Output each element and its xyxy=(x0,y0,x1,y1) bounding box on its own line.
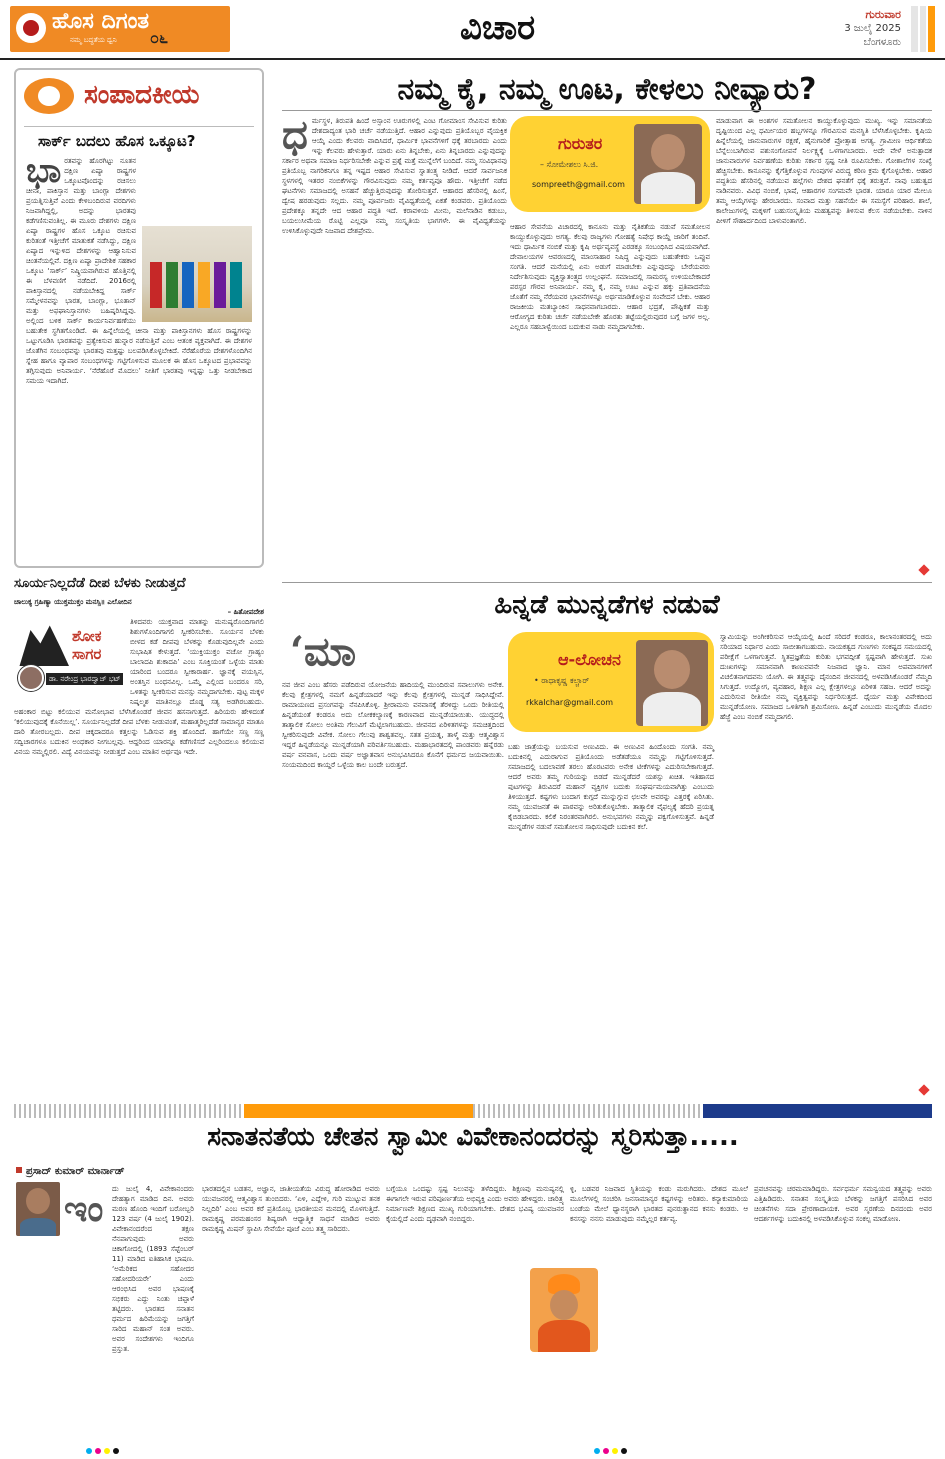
divider xyxy=(282,110,932,111)
second-text-2: ಬಹು ಜಾತ್ರೆಯನ್ನು ಬಯಸುವ ಅಣುವಿದು. ಈ ಅಣುವಿನ ಹಿಂದೊಂದು ಸಂಗತಿ. ನಮ್ಮ ಬದುಕಿನಲ್ಲಿ ಎದುರಾಗುವ ಪ್ರತಿಯೊಂದು ಅಡೆತಡೆಯೂ ನಮ್ಮನ್ನು ಗಟ್ಟಿಗೊಳಿಸುತ್ತದೆ. ಸಮಾಜದಲ್ಲಿ ಬದಲಾವಣೆ ತರಲು ಹೊರಟವರು ಅನೇಕ ಟೀಕೆಗಳನ್ನು ಎದುರಿಸಬೇಕಾಗುತ್ತದೆ. ಆದರೆ ಅವರು ತಮ್ಮ ಗುರಿಯನ್ನು ಬಿಡದೆ ಮುನ್ನಡೆದರೆ ಯಶಸ್ಸು ಖಚಿತ. ಇತಿಹಾಸದ ಪುಟಗಳನ್ನು ತಿರುವಿದರೆ ಮಹಾನ್ ವ್ಯಕ್ತಿಗಳ ಬದುಕು ಸಂಘರ್ಷಮಯವಾಗಿತ್ತು ಎಂಬುದು ತಿಳಿಯುತ್ತದೆ. ಕಷ್ಟಗಳು ಬಂದಾಗ ಕುಗ್ಗದೆ ಮುನ್ನುಗ್ಗುವ ಛಲವೇ ಅವರನ್ನು ಎತ್ತರಕ್ಕೆ ಏರಿಸಿತು. ನಮ್ಮ ಯುವಜನತೆ ಈ ಪಾಠವನ್ನು ಅರಿತುಕೊಳ್ಳಬೇಕು. ತಾತ್ಕಾಲಿಕ ವೈಫಲ್ಯಕ್ಕೆ ಹೆದರಿ ಪ್ರಯತ್ನ ಕೈಬಿಡಬಾರದು. ಕಲಿಕೆ ನಿರಂತರವಾಗಿರಲಿ. ಅನುಭವಗಳು ನಮ್ಮನ್ನು ಪಕ್ವಗೊಳಿಸುತ್ತವೆ. ಹಿನ್ನಡೆ ಮುನ್ನಡೆಗಳ ನಡುವೆ ಸಮತೋಲನ ಸಾಧಿಸುವುದೇ ಬದುಕಿನ ಕಲೆ. xyxy=(508,743,714,831)
author-name: – ಸೋಮೇಶಲು ಸಿ.ಜಿ. xyxy=(540,160,599,169)
bottom-byline: ಪ್ರಸಾದ್ ಕುಮಾರ್ ಮಾರ್ನಾಡ್ xyxy=(16,1166,125,1177)
page-number: ೦೬ xyxy=(150,28,168,47)
issue-date: 3 ಜುಲೈ 2025 xyxy=(844,23,901,34)
editorial-box xyxy=(14,68,264,568)
editorial-headline[interactable]: ಸಾರ್ಕ್ ಬದಲು ಹೊಸ ಒಕ್ಕೂಟ? xyxy=(38,132,196,150)
bottom-headline[interactable]: ಸನಾತನತೆಯ ಚೇತನ ಸ್ವಾಮೀ ವಿವೇಕಾನಂದರನ್ನು ಸ್ಮರಿಸುತ್ತಾ..... xyxy=(207,1122,739,1152)
bottom-text-3: ಬಗ್ಗೆಯೂ ಒಂದಷ್ಟು ಸ್ಪಷ್ಟ ನಿಲುವನ್ನು ತಳೆದಿದ್ದರು. ಶಿಕ್ಷಣವು ಮನುಷ್ಯನಲ್ಲಿ ಈಗಾಗಲೇ ಇರುವ ಪರಿಪೂರ್ಣತೆಯ ಅಭಿವ್ಯಕ್ತಿ ಎಂದು ಅವರು ಹೇಳಿದ್ದರು. ಚಾರಿತ್ರ್ಯ ನಿರ್ಮಾಣವೇ ಶಿಕ್ಷಣದ ಮುಖ್ಯ ಗುರಿಯಾಗಬೇಕು. ದೇಶದ ಭವಿಷ್ಯ ಯುವಜನರ ಕೈಯಲ್ಲಿದೆ ಎಂದು ದೃಢವಾಗಿ ನಂಬಿದ್ದರು. xyxy=(386,1185,564,1223)
divider xyxy=(24,126,254,127)
byline-portrait xyxy=(16,1182,60,1236)
edition-city: ಬೆಂಗಳೂರು xyxy=(863,37,901,48)
column-author: ಡಾ. ನರೇಂದ್ರ ಭಾರದ್ವಾಜ್ ಭಟ್ xyxy=(46,673,123,685)
lead-dropcap: ಧ xyxy=(282,111,308,158)
brand-name: ಹೊಸ ದಿಗಂತ xyxy=(52,9,150,34)
bottom-column-5 xyxy=(754,1184,932,1440)
author-email[interactable]: rkkalchar@gmail.com xyxy=(526,698,614,707)
divider xyxy=(282,582,932,583)
robe-shape xyxy=(538,1320,590,1352)
author-portrait xyxy=(636,640,708,726)
lead-text-3: ಮಾಡುವಾಗ ಈ ಅಂಶಗಳ ಸಮತೋಲನ ಕಾಯ್ದುಕೊಳ್ಳುವುದು ಮುಖ್ಯ. ಇನ್ನು ಸಮಾನತೆಯ ದೃಷ್ಟಿಯಿಂದ ಎಲ್ಲ ಧರ್ಮೀಯರ ಹಬ್ಬಗಳನ್ನೂ ಗೌರವಿಸುವ ಮನಸ್ಥಿತಿ ಬೆಳೆಸಿಕೊಳ್ಳಬೇಕು. ಕೃಷಿಯ ಹಿನ್ನೆಲೆಯಲ್ಲಿ ಜಾನುವಾರುಗಳ ರಕ್ಷಣೆ, ಹೈನುಗಾರಿಕೆ ಪ್ರೋತ್ಸಾಹ ಅಗತ್ಯ. ಗ್ರಾಮೀಣ ಆರ್ಥಿಕತೆಯ ಬೆನ್ನೆಲುಬಾಗಿರುವ ಪಶುಸಂಗೋಪನೆ ನಿರ್ಲಕ್ಷ್ಯಕ್ಕೆ ಒಳಗಾಗಬಾರದು. ಅದೇ ವೇಳೆ ಅನುತ್ಪಾದಕ ಜಾನುವಾರುಗಳ ನಿರ್ವಹಣೆಯ ಕುರಿತು ಸರ್ಕಾರ ಸ್ಪಷ್ಟ ನೀತಿ ರೂಪಿಸಬೇಕು. ಗೋಶಾಲೆಗಳ ಸಂಖ್ಯೆ ಹೆಚ್ಚಿಸಬೇಕು. ಕಾನೂನನ್ನು ಕೈಗೆತ್ತಿಕೊಳ್ಳುವ ಗುಂಪುಗಳ ವಿರುದ್ಧ ಕಠಿಣ ಕ್ರಮ ಕೈಗೊಳ್ಳಬೇಕು. ಆಹಾರ ಪದ್ಧತಿಯ ಹೆಸರಿನಲ್ಲಿ ನಡೆಯುವ ಹಲ್ಲೆಗಳು ದೇಶದ ಘನತೆಗೆ ಧಕ್ಕೆ ತರುತ್ತವೆ. ನಾವು ಬಹುತ್ವದ ನಾಡಿನವರು. ವಿವಿಧ ನಂಬಿಕೆ, ಭಾಷೆ, ಆಹಾರಗಳ ಸಂಗಮವೇ ಭಾರತ. ಯಾರೂ ಯಾರ ಮೇಲೂ ತಮ್ಮ ಆಯ್ಕೆಗಳನ್ನು ಹೇರಬಾರದು. ಸಂವಾದ ಮತ್ತು ಸಹನೆಯೇ ಈ ಸಮಸ್ಯೆಗೆ ಪರಿಹಾರ. ಶಾಲೆ, ಕಾಲೇಜುಗಳಲ್ಲಿ ಮಕ್ಕಳಿಗೆ ಬಹುಸಂಸ್ಕೃತಿಯ ಮಹತ್ವವನ್ನು ತಿಳಿಸುವ ಕೆಲಸ ನಡೆಯಬೇಕು. ನಾಳಿನ ಪೀಳಿಗೆ ಸೌಹಾರ್ದದಿಂದ ಬಾಳುವಂತಾಗಲಿ. xyxy=(716,117,932,225)
editorial-text: ರತವನ್ನು ಹೊರಗಿಟ್ಟು ನೂತನ ದಕ್ಷಿಣ ಏಷ್ಯಾ ರಾಷ್ಟ್ರಗಳ ಒಕ್ಕೂಟವೊಂದನ್ನು ರಚಿಸಲು ಚೀನಾ, ಪಾಕಿಸ್ತಾನ ಮತ್ತು ಬಾಂಗ್ಲಾ ದೇಶಗಳು ಪ್ರಯತ್ನಿಸುತ್ತಿವೆ ಎಂದು ಕೇಳಿಬಂದಿರುವ ವರದಿಗಳು ನಿಜವಾಗಿದ್ದಲ್ಲಿ, ಅದನ್ನು ಭಾರತವು ಕಡೆಗಣಿಸುವಂತಿಲ್ಲ. ಈ ಮೂರು ದೇಶಗಳು ದಕ್ಷಿಣ ಏಷ್ಯಾ ರಾಷ್ಟ್ರಗಳ ಹೊಸ ಒಕ್ಕೂಟ ರಚಿಸುವ ಕುರಿತಂತೆ ಇತ್ತೀಚೆಗೆ ಮಾತುಕತೆ ನಡೆಸಿದ್ದು, ದಕ್ಷಿಣ ಏಷ್ಯಾದ ಇನ್ನುಳಿದ ದೇಶಗಳನ್ನು ಆಹ್ವಾನಿಸುವ ಚಿಂತನೆಯಲ್ಲಿವೆ. ದಕ್ಷಿಣ ಏಷ್ಯಾ ಪ್ರಾದೇಶಿಕ ಸಹಕಾರ ಒಕ್ಕೂಟ ‘ಸಾರ್ಕ್’ ನಿಷ್ಕ್ರಿಯವಾಗಿರುವ ಹೊತ್ತಿನಲ್ಲಿ ಈ ಬೆಳವಣಿಗೆ ನಡೆದಿದೆ. 2016ರಲ್ಲಿ ಪಾಕಿಸ್ತಾನದಲ್ಲಿ ನಡೆಯಬೇಕಿದ್ದ ಸಾರ್ಕ್ ಸಮ್ಮೇಳನವನ್ನು ಭಾರತ, ಬಾಂಗ್ಲಾ, ಭೂತಾನ್ ಮತ್ತು ಅಫಘಾನಿಸ್ತಾನಗಳು ಬಹಿಷ್ಕರಿಸಿದ್ದವು. ಅಲ್ಲಿಂದ ಬಳಿಕ ಸಾರ್ಕ್ ಕಾರ್ಯನಿರ್ವಹಣೆಯು ಬಹುತೇಕ ಸ್ಥಗಿತಗೊಂಡಿದೆ. ಈ ಹಿನ್ನೆಲೆಯಲ್ಲಿ ಚೀನಾ ಮತ್ತು ಪಾಕಿಸ್ತಾನಗಳು ಹೊಸ ರಾಷ್ಟ್ರಗಳನ್ನು ಒಟ್ಟುಗೂಡಿಸಿ ಭಾರತವನ್ನು ಪ್ರತ್ಯೇಕಿಸುವ ಹುನ್ನಾರ ನಡೆಸುತ್ತಿವೆ ಎಂಬ ಆತಂಕ ವ್ಯಕ್ತವಾಗಿದೆ. ಈ ದೇಶಗಳ ಜೊತೆಗಿನ ಸಂಬಂಧವನ್ನು ಭಾರತವು ಮತ್ತಷ್ಟು ಬಲಪಡಿಸಿಕೊಳ್ಳಬೇಕಿದೆ. ನೆರೆಹೊರೆಯ ದೇಶಗಳೊಂದಿಗಿನ ಸ್ನೇಹ ಹಾಗೂ ವ್ಯಾಪಾರ ಸಂಬಂಧಗಳನ್ನು ಗಟ್ಟಿಗೊಳಿಸುವ ಮೂಲಕ ಈ ಹೊಸ ಒಕ್ಕೂಟದ ಪ್ರಭಾವವನ್ನು ತಗ್ಗಿಸುವುದು ಅನಿವಾರ್ಯ. ‘ನೆರೆಹೊರೆ ಮೊದಲು’ ನೀತಿಗೆ ಭಾರತವು ಇನ್ನಷ್ಟು ಒತ್ತು ನೀಡಬೇಕಾದ ಸಮಯ ಇದಾಗಿದೆ. xyxy=(26,157,252,385)
brand-logo[interactable] xyxy=(10,6,230,52)
masthead-stripe xyxy=(911,6,935,52)
sidebar-body xyxy=(14,597,264,1097)
bottom-column-1-head xyxy=(112,1184,194,1353)
editorial-dropcap: ಭಾ xyxy=(26,151,62,191)
weekday: ಗುರುವಾರ xyxy=(865,8,901,21)
bottom-column-2 xyxy=(202,1184,380,1440)
second-column-1 xyxy=(282,680,504,1098)
bottom-column-4 xyxy=(570,1184,748,1264)
author-avatar xyxy=(18,665,44,691)
bottom-text-2: ಭಾರತದಲ್ಲಿನ ಬಡತನ, ಅಜ್ಞಾನ, ಜಾತೀಯತೆಯ ವಿರುದ್ಧ ಹೋರಾಡಿದ ಅವರು ಯುವಜನರಲ್ಲಿ ಆತ್ಮವಿಶ್ವಾಸ ತುಂಬಿದರು. ‘ಏಳಿ, ಎದ್ದೇಳಿ, ಗುರಿ ಮುಟ್ಟುವ ತನಕ ನಿಲ್ಲದಿರಿ’ ಎಂಬ ಅವರ ಕರೆ ಪ್ರತಿಯೊಬ್ಬ ಭಾರತೀಯನ ಮನದಲ್ಲಿ ಮೊಳಗುತ್ತಿದೆ. ರಾಮಕೃಷ್ಣ ಪರಮಹಂಸರ ಶಿಷ್ಯರಾಗಿ ಆಧ್ಯಾತ್ಮಿಕ ಸಾಧನೆ ಮಾಡಿದ ಅವರು ರಾಮಕೃಷ್ಣ ಮಿಷನ್ ಸ್ಥಾಪಿಸಿ ಸೇವೆಯೇ ಪೂಜೆ ಎಂಬ ತತ್ತ್ವ ಸಾರಿದರು. xyxy=(202,1185,380,1233)
editorial-label: ಸಂಪಾದಕೀಯ xyxy=(84,80,200,110)
author-card-aalochana xyxy=(508,632,714,732)
quote-dropcap: ‘ಮಾ xyxy=(290,628,357,675)
second-text-1: ನವ ಜೀವ ಎಂಬ ಹೆಸರು ಪಡೆದಿರುವ ಯೋಜನೆಯ ಹಾದಿಯಲ್ಲಿ ಮುಂದಿರುವ ಸವಾಲುಗಳು ಅನೇಕ. ಕೆಲವು ಕ್ಷೇತ್ರಗಳಲ್ಲಿ ನಮಗೆ ಹಿನ್ನಡೆಯಾದರೆ ಇನ್ನು ಕೆಲವು ಕ್ಷೇತ್ರಗಳಲ್ಲಿ ಮುನ್ನಡೆ ಸಾಧಿಸಿದ್ದೇವೆ. ರಾಮಾಯಣದ ಪ್ರಸಂಗವನ್ನು ನೆನಪಿಸಿಕೊಳ್ಳಿ. ಶ್ರೀರಾಮನು ವನವಾಸಕ್ಕೆ ತೆರಳಿದ್ದು ಒಂದು ರೀತಿಯಲ್ಲಿ ಹಿನ್ನಡೆಯಂತೆ ಕಂಡರೂ ಅದು ಲೋಕಕಲ್ಯಾಣಕ್ಕೆ ಕಾರಣವಾದ ಮುನ್ನಡೆಯಾಯಿತು. ಯುದ್ಧದಲ್ಲಿ ತಾತ್ಕಾಲಿಕ ಸೋಲು ಅಂತಿಮ ಗೆಲುವಿಗೆ ಮೆಟ್ಟಿಲಾಗಬಹುದು. ಜೀವನದ ಏರಿಳಿತಗಳನ್ನು ಸಮಚಿತ್ತದಿಂದ ಸ್ವೀಕರಿಸುವುದೇ ವಿವೇಕ. ಸೋಲು ಗೆಲುವು ಶಾಶ್ವತವಲ್ಲ. ಸತತ ಪ್ರಯತ್ನ, ತಾಳ್ಮೆ ಮತ್ತು ಆತ್ಮವಿಶ್ವಾಸ ಇದ್ದರೆ ಹಿನ್ನಡೆಯನ್ನೂ ಮುನ್ನಡೆಯಾಗಿ ಪರಿವರ್ತಿಸಬಹುದು. ಮಹಾಭಾರತದಲ್ಲಿ ಪಾಂಡವರು ಹನ್ನೆರಡು ವರ್ಷ ವನವಾಸ, ಒಂದು ವರ್ಷ ಅಜ್ಞಾತವಾಸ ಅನುಭವಿಸಿದರೂ ಕೊನೆಗೆ ಧರ್ಮದ ಜಯವಾಯಿತು. ಸಂಯಮದಿಂದ ಕಾಯ್ದರೆ ಒಳ್ಳೆಯ ಕಾಲ ಬಂದೇ ಬರುತ್ತದೆ. xyxy=(282,681,504,769)
lead-text-1: ರ್ಮಸ್ಥಳ, ತಿರುಪತಿ ಹಿಂದೆ ಅಸ್ಸಾಂನ ಊರುಗಳಲ್ಲಿ ಎಂಟ ಗೋಮಾಂಸ ಸೇವಿಸುವ ಕುರಿತು ದೇಶದಾದ್ಯಂತ ಭಾರಿ ಚರ್ಚೆ ನಡೆಯುತ್ತಿದೆ. ಆಹಾರ ಎನ್ನುವುದು ಪ್ರತಿಯೊಬ್ಬರ ವೈಯಕ್ತಿಕ ಆಯ್ಕೆ ಎಂದು ಕೆಲವರು ವಾದಿಸಿದರೆ, ಧಾರ್ಮಿಕ ಭಾವನೆಗಳಿಗೆ ಧಕ್ಕೆ ತರಬಾರದು ಎಂದು ಇನ್ನು ಕೆಲವರು ಹೇಳುತ್ತಾರೆ. ಯಾರು ಏನು ತಿನ್ನಬೇಕು, ಏನು ತಿನ್ನಬಾರದು ಎನ್ನುವುದನ್ನು ಸರ್ಕಾರ ಅಥವಾ ಸಮಾಜ ನಿರ್ಧರಿಸಬೇಕೇ ಎನ್ನುವ ಪ್ರಶ್ನೆ ಮತ್ತೆ ಮುನ್ನೆಲೆಗೆ ಬಂದಿದೆ. ನಮ್ಮ ಸಂವಿಧಾನವು ಪ್ರತಿಯೊಬ್ಬ ನಾಗರಿಕನಿಗೂ ತನ್ನ ಇಷ್ಟದ ಆಹಾರ ಸೇವಿಸುವ ಸ್ವಾತಂತ್ರ್ಯ ನೀಡಿದೆ. ಆದರೆ ಸಾರ್ವಜನಿಕ ಸ್ಥಳಗಳಲ್ಲಿ ಇತರರ ನಂಬಿಕೆಗಳನ್ನು ಗೌರವಿಸುವುದು ನಮ್ಮ ಕರ್ತವ್ಯವೂ ಹೌದು. ಇತ್ತೀಚೆಗೆ ನಡೆದ ಘಟನೆಗಳು ಸಮಾಜದಲ್ಲಿ ಅಸಹನೆ ಹೆಚ್ಚುತ್ತಿರುವುದನ್ನು ತೋರಿಸುತ್ತವೆ. ಆಹಾರದ ಹೆಸರಿನಲ್ಲಿ ಹಿಂಸೆ, ದ್ವೇಷ ಹರಡುವುದು ಸಲ್ಲದು. ನಮ್ಮ ಪೂರ್ವಜರು ವೈವಿಧ್ಯತೆಯಲ್ಲಿ ಏಕತೆ ಕಂಡವರು. ಪ್ರತಿಯೊಂದು ಪ್ರದೇಶಕ್ಕೂ ತನ್ನದೇ ಆದ ಆಹಾರ ಪದ್ಧತಿ ಇದೆ. ಕರಾವಳಿಯ ಮೀನು, ಮಲೆನಾಡಿನ ಕಡುಬು, ಬಯಲುಸೀಮೆಯ ರೊಟ್ಟಿ ಎಲ್ಲವೂ ನಮ್ಮ ಸಂಸ್ಕೃತಿಯ ಭಾಗಗಳೇ. ಈ ವೈವಿಧ್ಯತೆಯನ್ನು ಉಳಿಸಿಕೊಳ್ಳುವುದೇ ನಿಜವಾದ ದೇಶಪ್ರೇಮ. xyxy=(282,117,507,235)
lead-headline[interactable]: ನಮ್ಮ ಕೈ, ನಮ್ಮ ಊಟ, ಕೇಳಲು ನೀವ್ಯಾರು? xyxy=(397,72,817,107)
sidebar-verse-source: – ಹಿತೋಪದೇಶ xyxy=(227,608,264,616)
column-label: ಶೋಕ ಸಾಗರ xyxy=(72,627,102,663)
date-block xyxy=(844,8,901,50)
sidebar-text: ತಿಳಿದವರು ಯುಕ್ತವಾದ ಮಾತನ್ನು ಮನುಷ್ಯರೊಂದಿಗಾಗಲಿ ಶಿಶುಗಳೊಂದಿಗಾಗಲಿ ಸ್ವೀಕರಿಸಬೇಕು. ಸೂರ್ಯನ ಬೆಳಕು ಬೀಳದ ಕಡೆ ದೀಪವು ಬೆಳಕನ್ನು ಕೊಡುವುದಿಲ್ಲವೇ ಎಂದು ಸುಭಾಷಿತ ಕೇಳುತ್ತದೆ. ‘ಯುಕ್ತಿಯುಕ್ತಂ ವಚೋ ಗ್ರಾಹ್ಯಂ ಬಾಲಾದಪಿ ಶುಕಾದಪಿ’ ಎಂಬ ಸೂಕ್ತಿಯಂತೆ ಒಳ್ಳೆಯ ಮಾತು ಯಾರಿಂದ ಬಂದರೂ ಸ್ವೀಕಾರಾರ್ಹ. ಜ್ಞಾನಕ್ಕೆ ವಯಸ್ಸಿನ, ಅಂತಸ್ತಿನ ಬಂಧನವಿಲ್ಲ. ಒಮ್ಮೆ ಎಲ್ಲಿಂದ ಬಂದರೂ ಸರಿ, ಒಳಿತನ್ನು ಸ್ವೀಕರಿಸುವ ಮನಸ್ಸು ನಮ್ಮದಾಗಬೇಕು. ಪುಟ್ಟ ಮಕ್ಕಳ ನಿಷ್ಕಲ್ಮಶ ಮಾತಿನಲ್ಲೂ ದೊಡ್ಡ ಸತ್ಯ ಅಡಗಿರಬಹುದು. ಅಹಂಕಾರ ಬಿಟ್ಟು ಕಲಿಯುವ ಮನೋಭಾವ ಬೆಳೆಸಿಕೊಂಡರೆ ಜೀವನ ಹಸನಾಗುತ್ತದೆ. ಹಿರಿಯರು ಹೇಳಿದಂತೆ ‘ಕಲಿಯುವುದಕ್ಕೆ ಕೊನೆಯಿಲ್ಲ’. ಸೂರ್ಯನಿಲ್ಲದೆಡೆ ದೀಪ ಬೆಳಕು ನೀಡುವಂತೆ, ಮಹಾತ್ಮರಿಲ್ಲದೆಡೆ ಸಾಮಾನ್ಯರ ಮಾತೂ ದಾರಿ ತೋರಬಲ್ಲದು. ದೀಪ ಚಿಕ್ಕದಾದರೂ ಕತ್ತಲನ್ನು ಓಡಿಸುವ ಶಕ್ತಿ ಹೊಂದಿದೆ. ಹಾಗೆಯೇ ಸಣ್ಣ ಸಣ್ಣ ಸದ್ವಿಚಾರಗಳೂ ಬದುಕಿನ ಅಂಧಕಾರ ನೀಗಬಲ್ಲವು. ಆದ್ದರಿಂದ ಯಾರನ್ನೂ ಕಡೆಗಣಿಸದೆ ಎಲ್ಲರಿಂದಲೂ ಕಲಿಯುವ ವಿನಯ ನಮ್ಮಲ್ಲಿರಲಿ. ವಿದ್ಯೆ ವಿನಯವನ್ನು ನೀಡುತ್ತದೆ ಎಂಬ ಮಾತಿನ ಅರ್ಥವೂ ಇದೇ. xyxy=(14,618,264,756)
column-label: ಗುರುತರ xyxy=(558,134,603,153)
sidebar-article xyxy=(14,574,264,1106)
column-label: ಆ-ಲೋಚನ xyxy=(558,650,621,669)
bottom-dropcap: ಇಂ xyxy=(64,1188,104,1230)
second-text-3: ಸ್ವಾಮಿಯನ್ನು ಅಂಗೀಕರಿಸುವ ಆಯ್ಕೆಯಲ್ಲಿ ಹಿಂದೆ ಸರಿದರೆ ಕಂಡರೂ, ಕಾಲಾನಂತರದಲ್ಲಿ ಅದು ಸರಿಯಾದ ನಿರ್ಧಾರ ಎಂದು ಸಾಬೀತಾಗಬಹುದು. ನಾಯಕತ್ವದ ಗುಣಗಳು ಸಂಕಷ್ಟದ ಸಮಯದಲ್ಲಿ ಪರೀಕ್ಷೆಗೆ ಒಳಗಾಗುತ್ತವೆ. ಸ್ಥಿತಪ್ರಜ್ಞತೆಯ ಕುರಿತು ಭಗವದ್ಗೀತೆ ಸ್ಪಷ್ಟವಾಗಿ ಹೇಳುತ್ತದೆ. ಸುಖ ದುಃಖಗಳನ್ನು ಸಮಾನವಾಗಿ ಕಾಣುವವನೇ ನಿಜವಾದ ಜ್ಞಾನಿ. ಮಾನ ಅಪಮಾನಗಳಿಗೆ ವಿಚಲಿತನಾಗದವನು ಯೋಗಿ. ಈ ತತ್ತ್ವವನ್ನು ದೈನಂದಿನ ಜೀವನದಲ್ಲಿ ಅಳವಡಿಸಿಕೊಂಡರೆ ನೆಮ್ಮದಿ ಸಿಗುತ್ತದೆ. ಉದ್ಯೋಗ, ವ್ಯವಹಾರ, ಶಿಕ್ಷಣ ಎಲ್ಲ ಕ್ಷೇತ್ರಗಳಲ್ಲೂ ಏರಿಳಿತ ಸಹಜ. ಆದರೆ ಅದನ್ನು ಎದುರಿಸುವ ರೀತಿಯೇ ನಮ್ಮ ವ್ಯಕ್ತಿತ್ವವನ್ನು ನಿರ್ಧರಿಸುತ್ತದೆ. ಧೈರ್ಯ ಮತ್ತು ವಿವೇಕದಿಂದ ಮುನ್ನಡೆಯೋಣ. ಸಮಾಜದ ಒಳಿತಿಗಾಗಿ ಶ್ರಮಿಸೋಣ. ಹಿನ್ನಡೆ ಎಂಬುದು ಮುನ್ನಡೆಯ ಮೊದಲ ಹೆಜ್ಜೆ ಎಂಬ ನಂಬಿಕೆ ನಮ್ಮದಾಗಲಿ. xyxy=(720,633,932,721)
brand-emblem-icon xyxy=(16,13,46,43)
bottom-text-4: ಳ್ಳಿ, ಬಡವರ ನಿಜವಾದ ಸ್ಥಿತಿಯನ್ನು ಕಂಡು ಮರುಗಿದರು. ದೇಶದ ಮೂಲೆ ಮೂಲೆಗಳಲ್ಲಿ ಸಂಚರಿಸಿ ಜನಸಾಮಾನ್ಯರ ಕಷ್ಟಗಳನ್ನು ಅರಿತರು. ಕನ್ಯಾಕುಮಾರಿಯ ಬಂಡೆಯ ಮೇಲೆ ಧ್ಯಾನಸ್ಥರಾಗಿ ಭಾರತದ ಪುನರುತ್ಥಾನದ ಕನಸು ಕಂಡರು. ಆ ಕನಸನ್ನು ನನಸು ಮಾಡುವುದು ನಮ್ಮೆಲ್ಲರ ಕರ್ತವ್ಯ. xyxy=(570,1185,748,1223)
vivekananda-portrait xyxy=(530,1268,598,1352)
saarc-flags-image xyxy=(142,226,252,322)
author-name: • ರಾಧಾಕೃಷ್ಣ ಕಲ್ಚಾರ್ xyxy=(534,676,590,685)
editorial-body xyxy=(26,151,252,558)
section-title: ವಿಚಾರ xyxy=(460,8,536,48)
second-column-3 xyxy=(720,632,932,1092)
editorial-emblem-icon xyxy=(24,78,74,114)
author-email[interactable]: sompreeth@gmail.com xyxy=(532,180,625,189)
ink-splash-icon xyxy=(14,621,69,666)
section-stripe xyxy=(14,1104,932,1118)
lead-column-2 xyxy=(510,222,710,572)
lead-column-3 xyxy=(716,116,932,572)
brand-tagline: ನಮ್ಮ ಬದ್ಧತೆಯ ಧ್ವನಿ xyxy=(70,36,117,44)
masthead xyxy=(0,0,945,60)
bottom-text-1: ದು ಜುಲೈ 4, ವಿವೇಕಾನಂದರು ದೇಹತ್ಯಾಗ ಮಾಡಿದ ದಿನ. ಅವರು ಮರಣ ಹೊಂದಿ ಇಂದಿಗೆ ಬರೋಬ್ಬರಿ 123 ವರ್ಷ (4 ಜುಲೈ 1902). ವಿವೇಕಾನಂದರೆಂದ ತಕ್ಷಣ ನೆನಪಾಗುವುದು ಅವರು ಚಿಕಾಗೋದಲ್ಲಿ (1893 ಸೆಪ್ಟೆಂಬರ್ 11) ಮಾಡಿದ ಐತಿಹಾಸಿಕ ಭಾಷಣ. ‘ಅಮೆರಿಕದ ಸಹೋದರ ಸಹೋದರಿಯರೇ’ ಎಂದು ಆರಂಭಿಸಿದ ಅವರ ಭಾಷಣಕ್ಕೆ ಸಭಿಕರು ಎದ್ದು ನಿಂತು ಚಪ್ಪಾಳೆ ತಟ್ಟಿದರು. ಭಾರತದ ಸನಾತನ ಧರ್ಮದ ಹಿರಿಮೆಯನ್ನು ಜಗತ್ತಿಗೆ ಸಾರಿದ ಮಹಾನ್ ಸಂತ ಅವರು. ಅವರ ಸಂದೇಶಗಳು ಇಂದಿಗೂ ಪ್ರಸ್ತುತ. xyxy=(112,1185,194,1353)
print-registration-marks xyxy=(594,1448,627,1454)
print-registration-marks xyxy=(86,1448,119,1454)
column-badge xyxy=(14,621,124,699)
bottom-text-5: ಪ್ರವಚನವನ್ನು ಚರಮಮಾಡಿದ್ದರು. ಸರ್ವಧರ್ಮ ಸಮನ್ವಯದ ತತ್ತ್ವವನ್ನು ಅವರು ಎತ್ತಿಹಿಡಿದರು. ಸನಾತನ ಸಂಸ್ಕೃತಿಯ ಬೆಳಕನ್ನು ಜಗತ್ತಿಗೆ ಪಸರಿಸಿದ ಅವರ ಚಿಂತನೆಗಳು ಸದಾ ಪ್ರೇರಣಾದಾಯಕ. ಅವರ ಸ್ಮರಣೆಯ ದಿನದಂದು ಅವರ ಆದರ್ಶಗಳನ್ನು ಬದುಕಿನಲ್ಲಿ ಅಳವಡಿಸಿಕೊಳ್ಳುವ ಸಂಕಲ್ಪ ಮಾಡೋಣ. xyxy=(754,1185,932,1223)
sidebar-verse: ಚಾಲುಕ್ಯ ಗ್ರಹಿಣ್ಯಾ ಯುಕ್ತಮುಕ್ತಂ ಮನಸ್ಸಿ॥ ಎಲೋದಿನ xyxy=(14,598,132,606)
lead-column-1 xyxy=(282,111,507,576)
sidebar-headline[interactable]: ಸೂರ್ಯನಿಲ್ಲದೆಡೆ ದೀಪ ಬೆಳಕು ನೀಡುತ್ತದೆ xyxy=(14,576,186,591)
second-column-2 xyxy=(508,742,714,1098)
second-headline[interactable]: ಹಿನ್ನಡೆ ಮುನ್ನಡೆಗಳ ನಡುವೆ xyxy=(494,590,720,620)
author-card-gurutara xyxy=(510,116,710,212)
author-portrait xyxy=(634,124,702,204)
bottom-column-1-rest xyxy=(16,1240,196,1440)
lead-text-2: ಆಹಾರ ಸೇವನೆಯ ವಿಚಾರದಲ್ಲಿ ಕಾನೂನು ಮತ್ತು ನೈತಿಕತೆಯ ನಡುವೆ ಸಮತೋಲನ ಕಾಯ್ದುಕೊಳ್ಳುವುದು ಅಗತ್ಯ. ಕೆಲವು ರಾಜ್ಯಗಳು ಗೋಹತ್ಯೆ ನಿಷೇಧ ಕಾಯ್ದೆ ಜಾರಿಗೆ ತಂದಿವೆ. ಇದು ಧಾರ್ಮಿಕ ನಂಬಿಕೆ ಮತ್ತು ಕೃಷಿ ಅರ್ಥವ್ಯವಸ್ಥೆ ಎರಡಕ್ಕೂ ಸಂಬಂಧಿಸಿದ ವಿಷಯವಾಗಿದೆ. ದೇವಾಲಯಗಳ ಆವರಣದಲ್ಲಿ ಮಾಂಸಾಹಾರ ನಿಷಿದ್ಧ ಎನ್ನುವುದು ಬಹುತೇಕರು ಒಪ್ಪುವ ಸಂಗತಿ. ಆದರೆ ಮನೆಯಲ್ಲಿ ಏನು ಅಡುಗೆ ಮಾಡಬೇಕು ಎನ್ನುವುದನ್ನು ಬೇರೆಯವರು ನಿರ್ದೇಶಿಸುವುದು ವ್ಯಕ್ತಿಸ್ವಾತಂತ್ರ್ಯದ ಉಲ್ಲಂಘನೆ. ಸಮಾಜದಲ್ಲಿ ಸಾಮರಸ್ಯ ಉಳಿಯಬೇಕಾದರೆ ಪರಸ್ಪರ ಗೌರವ ಅನಿವಾರ್ಯ. ನಮ್ಮ ಕೈ, ನಮ್ಮ ಊಟ ಎನ್ನುವ ಹಕ್ಕು ಪ್ರತಿಪಾದನೆಯ ಜೊತೆಗೆ ನಮ್ಮ ನೆರೆಯವರ ಭಾವನೆಗಳನ್ನೂ ಅರ್ಥಮಾಡಿಕೊಳ್ಳುವ ಸಂವೇದನೆ ಬೇಕು. ಆಹಾರ ರಾಜಕೀಯ ಮತಬ್ಯಾಂಕಿನ ಸಾಧನವಾಗಬಾರದು. ಆಹಾರ ಭದ್ರತೆ, ಪೌಷ್ಟಿಕತೆ ಮತ್ತು ಆರೋಗ್ಯದ ಕುರಿತು ಚರ್ಚೆ ನಡೆಯಬೇಕೇ ಹೊರತು ತಟ್ಟೆಯಲ್ಲಿರುವುದರ ಬಗ್ಗೆ ಜಗಳ ಅಲ್ಲ. ಎಲ್ಲರೂ ಸಹಬಾಳ್ವೆಯಿಂದ ಬದುಕುವ ನಾಡು ನಮ್ಮದಾಗಬೇಕು. xyxy=(510,223,710,331)
